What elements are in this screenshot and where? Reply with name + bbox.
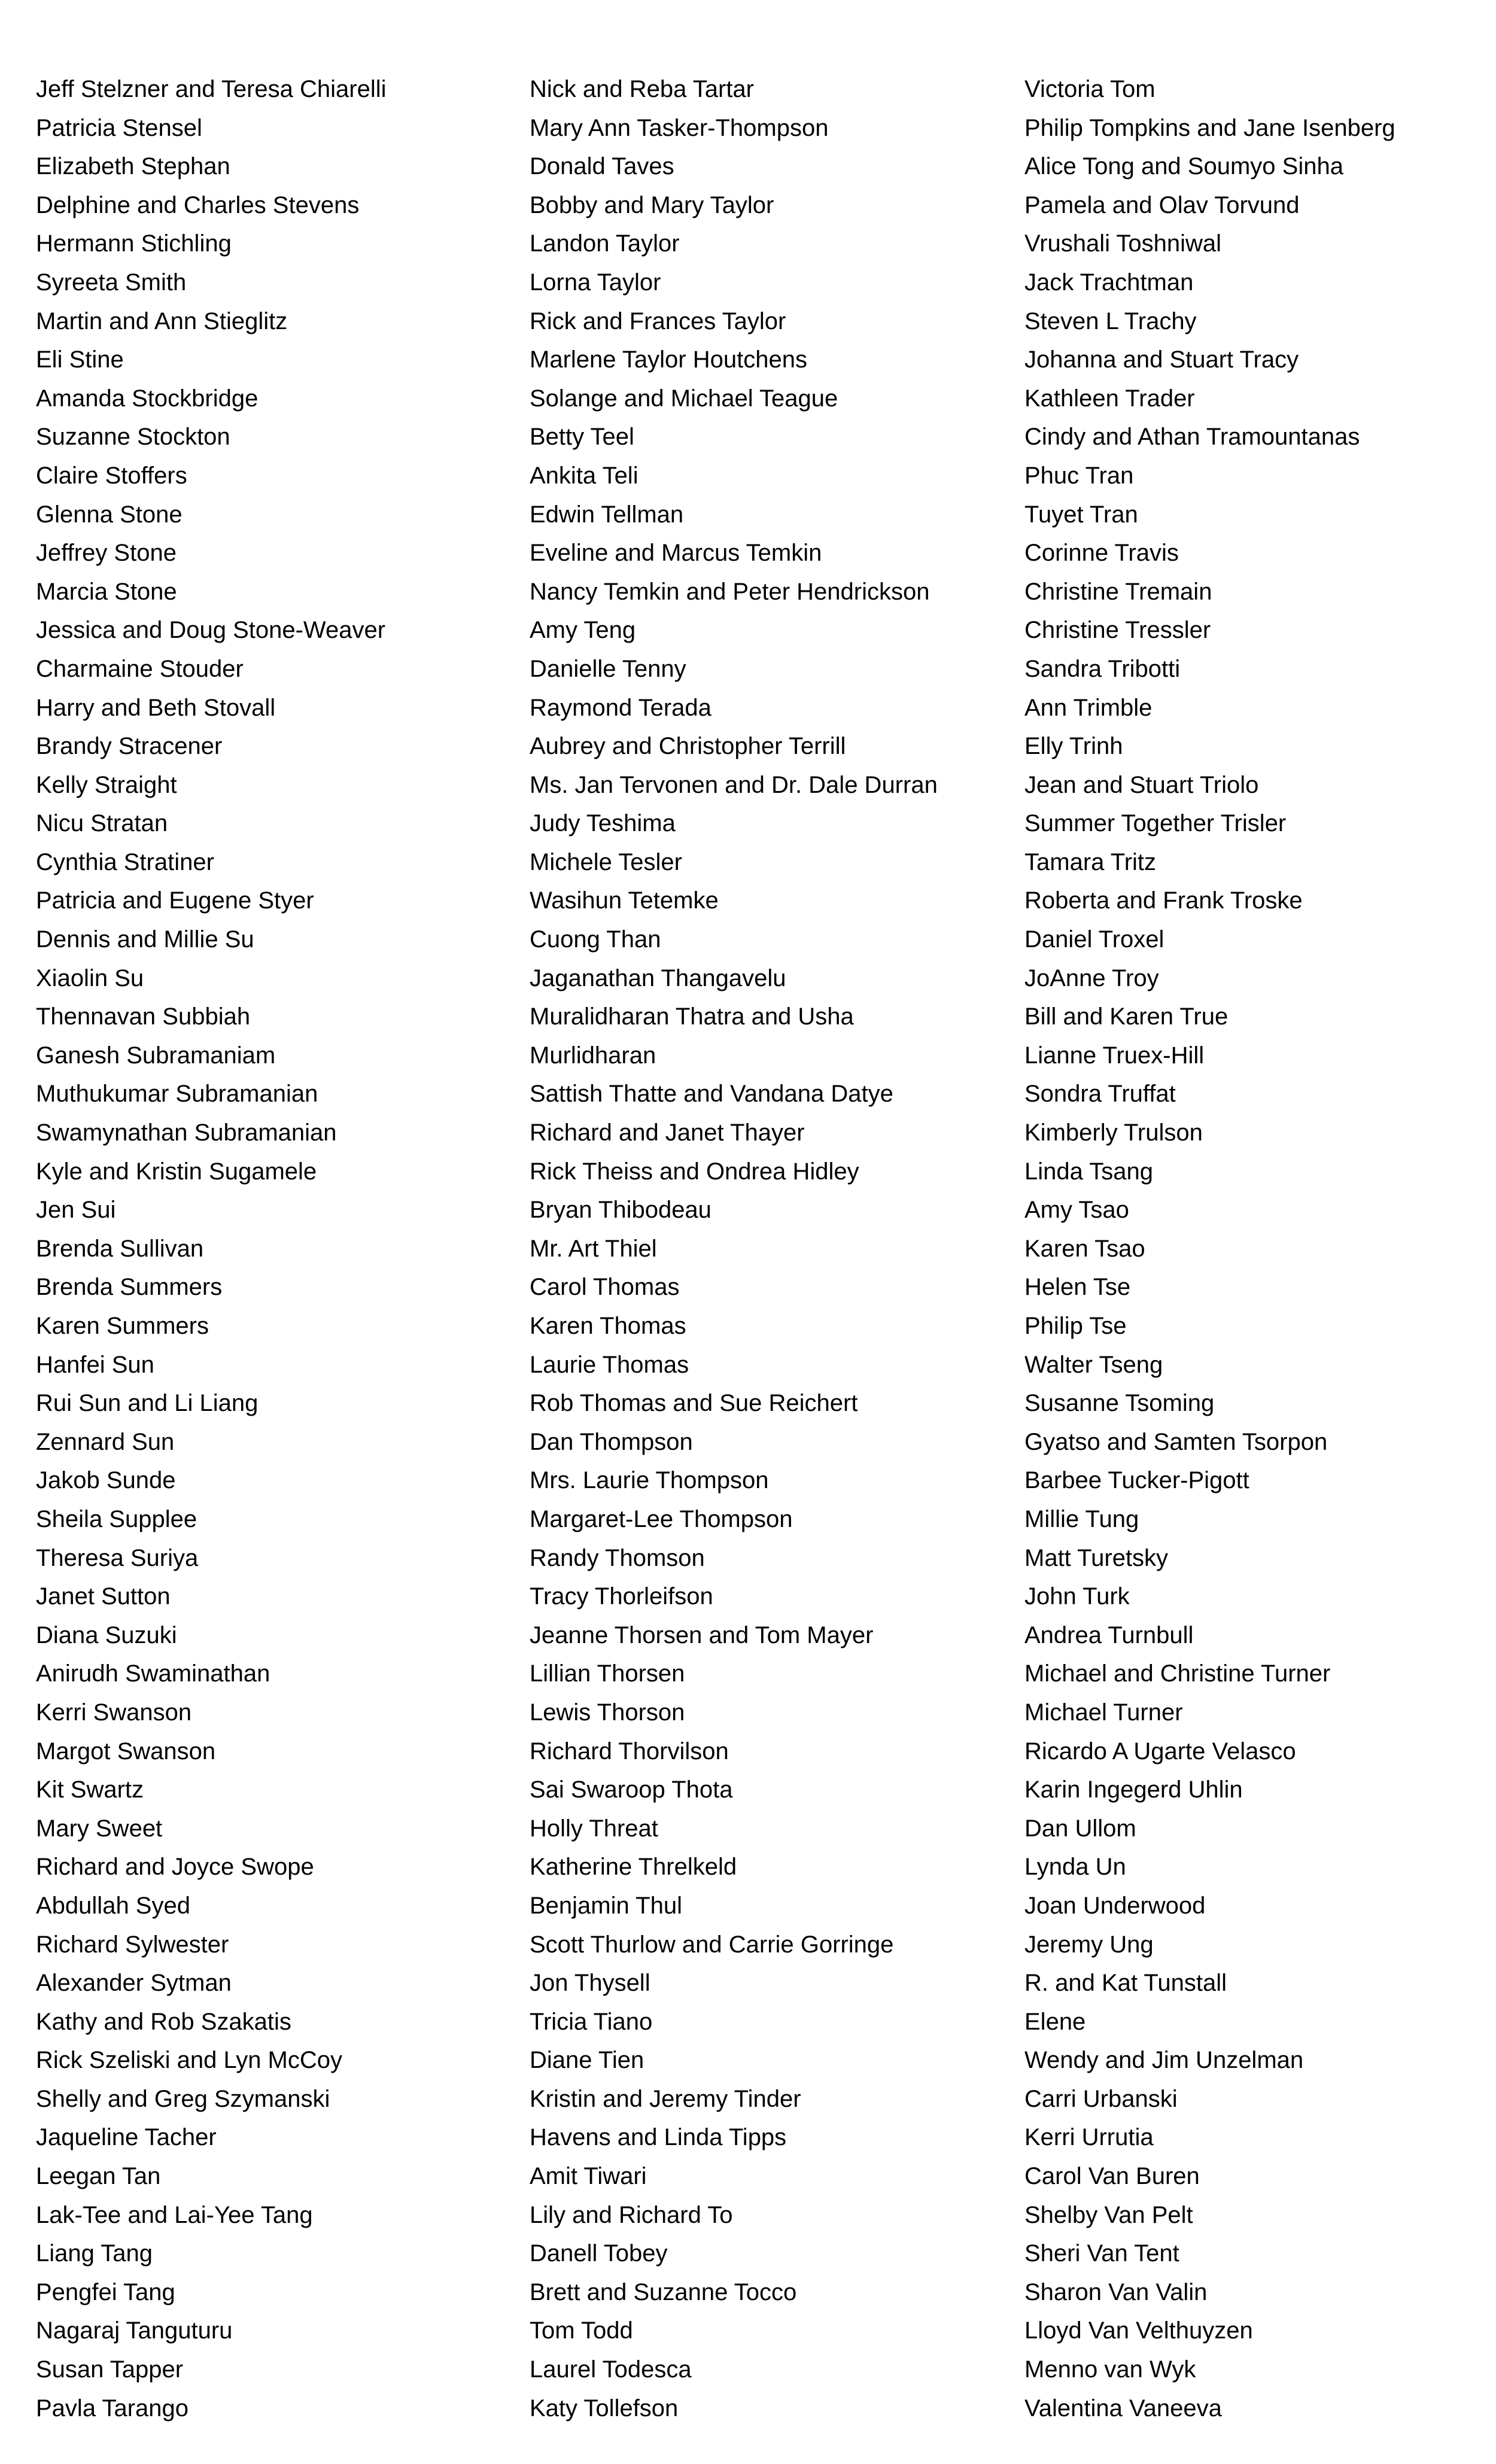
donor-name: Vrushali Toshniwal (1024, 230, 1222, 257)
donor-name: Kathleen Trader (1024, 385, 1195, 412)
donor-name: Karen Thomas (530, 1313, 686, 1339)
donor-name: Richard and Joyce Swope (36, 1854, 314, 1881)
donor-name: Judy Teshima (530, 810, 676, 837)
donor-name: Jean and Stuart Triolo (1024, 771, 1259, 798)
donor-name: R. and Kat Tunstall (1024, 1970, 1227, 1997)
donor-name: Abdullah Syed (36, 1892, 190, 1919)
donor-name: Helen Tse (1024, 1274, 1131, 1301)
donor-name: Richard Sylwester (36, 1931, 229, 1958)
donor-name: Donald Taves (530, 153, 674, 180)
donor-name: Nagaraj Tanguturu (36, 2317, 233, 2344)
donor-name: Dan Thompson (530, 1428, 693, 1455)
donor-name: Karen Tsao (1024, 1235, 1145, 1262)
donor-name: Dan Ullom (1024, 1815, 1136, 1842)
donor-name: Sattish Thatte and Vandana Datye (530, 1081, 893, 1108)
donor-name: Margaret-Lee Thompson (530, 1505, 793, 1532)
donor-name: Charmaine Stouder (36, 655, 244, 682)
donor-name: Randy Thomson (530, 1544, 705, 1571)
donor-name: Matt Turetsky (1024, 1544, 1169, 1571)
name-column-2 (530, 70, 1008, 2428)
donor-name: Swamynathan Subramanian (36, 1120, 337, 1146)
donor-name: Liang Tang (36, 2240, 153, 2267)
donor-name: Nicu Stratan (36, 810, 168, 837)
donor-name: Katy Tollefson (530, 2395, 679, 2422)
donor-name: Danielle Tenny (530, 655, 686, 682)
donor-name: Wasihun Tetemke (530, 887, 719, 914)
donor-name: Amit Tiwari (530, 2163, 647, 2190)
donor-name: Ganesh Subramaniam (36, 1042, 276, 1069)
donor-name: Andrea Turnbull (1024, 1622, 1194, 1648)
donor-name: Thennavan Subbiah (36, 1003, 251, 1030)
donor-name: Pavla Tarango (36, 2395, 188, 2422)
donor-name: Lillian Thorsen (530, 1660, 685, 1687)
donor-name: Ms. Jan Tervonen and Dr. Dale Durran (530, 771, 938, 798)
donor-name: Solange and Michael Teague (530, 385, 838, 412)
donor-name: Janet Sutton (36, 1583, 171, 1610)
donor-name: Scott Thurlow and Carrie Gorringe (530, 1931, 894, 1958)
donor-name: Pamela and Olav Torvund (1024, 191, 1300, 218)
donor-name: Amy Tsao (1024, 1197, 1129, 1224)
donor-name: Wendy and Jim Unzelman (1024, 2047, 1304, 2074)
donor-name: Diane Tien (530, 2047, 644, 2074)
donor-name: Michele Tesler (530, 848, 682, 875)
donor-name: Glenna Stone (36, 501, 183, 528)
donor-name: Katherine Threlkeld (530, 1854, 737, 1881)
donor-name: Jen Sui (36, 1197, 116, 1224)
donor-name: Jaganathan Thangavelu (530, 965, 786, 991)
donor-name: Marlene Taylor Houtchens (530, 346, 807, 373)
donor-name: Ankita Teli (530, 462, 638, 489)
donor-name: Brenda Sullivan (36, 1235, 204, 1262)
donor-name: Tracy Thorleifson (530, 1583, 713, 1610)
donor-name: Cindy and Athan Tramountanas (1024, 424, 1360, 451)
donor-name: JoAnne Troy (1024, 965, 1159, 991)
donor-name: Elene (1024, 2008, 1086, 2035)
donor-name: Patricia and Eugene Styer (36, 887, 314, 914)
donor-name: Susanne Tsoming (1024, 1390, 1215, 1417)
donor-name: Anirudh Swaminathan (36, 1660, 270, 1687)
donor-name: Theresa Suriya (36, 1544, 199, 1571)
donor-name: Michael Turner (1024, 1699, 1183, 1726)
donor-name: Edwin Tellman (530, 501, 684, 528)
donor-name: Raymond Terada (530, 694, 711, 721)
donor-name: Richard Thorvilson (530, 1738, 729, 1765)
donor-name: Rick and Frances Taylor (530, 308, 786, 334)
donor-name: Jeremy Ung (1024, 1931, 1154, 1958)
donor-name: Rob Thomas and Sue Reichert (530, 1390, 858, 1417)
donor-name: Linda Tsang (1024, 1158, 1153, 1185)
donor-name: Kelly Straight (36, 771, 177, 798)
donor-name: Bobby and Mary Taylor (530, 191, 774, 218)
donor-name: Murlidharan (530, 1042, 656, 1069)
donor-name: John Turk (1024, 1583, 1130, 1610)
donor-name: Cuong Than (530, 926, 661, 953)
donor-name: Kit Swartz (36, 1776, 144, 1803)
donor-name: Mr. Art Thiel (530, 1235, 657, 1262)
donor-name: Susan Tapper (36, 2356, 184, 2383)
donor-name: Kristin and Jeremy Tinder (530, 2085, 801, 2112)
donor-name: Nick and Reba Tartar (530, 76, 754, 102)
donor-name: Jeff Stelzner and Teresa Chiarelli (36, 76, 387, 102)
donor-name: Bill and Karen True (1024, 1003, 1229, 1030)
donor-name: Lily and Richard To (530, 2201, 733, 2228)
donor-name: Suzanne Stockton (36, 424, 230, 451)
donor-name: Hanfei Sun (36, 1351, 154, 1378)
donor-name: Claire Stoffers (36, 462, 187, 489)
donor-name: Holly Threat (530, 1815, 658, 1842)
donor-name: Sai Swaroop Thota (530, 1776, 733, 1803)
donor-name: Lianne Truex-Hill (1024, 1042, 1205, 1069)
donor-name: Richard and Janet Thayer (530, 1120, 805, 1146)
donor-name: Alice Tong and Soumyo Sinha (1024, 153, 1343, 180)
donor-name: Benjamin Thul (530, 1892, 682, 1919)
donor-name: Margot Swanson (36, 1738, 216, 1765)
donor-name: Karen Summers (36, 1313, 209, 1339)
donor-name: Tom Todd (530, 2317, 633, 2344)
donor-name: Menno van Wyk (1024, 2356, 1196, 2383)
donor-name: Karin Ingegerd Uhlin (1024, 1776, 1243, 1803)
donor-name: Havens and Linda Tipps (530, 2124, 787, 2151)
donor-name: Tamara Tritz (1024, 848, 1157, 875)
donor-name: Betty Teel (530, 424, 634, 451)
donor-name: Lloyd Van Velthuyzen (1024, 2317, 1253, 2344)
donor-name: Roberta and Frank Troske (1024, 887, 1303, 914)
donor-name: Mary Ann Tasker-Thompson (530, 114, 829, 141)
donor-name: Amanda Stockbridge (36, 385, 259, 412)
donor-name: Christine Tremain (1024, 578, 1212, 605)
donor-name: Mrs. Laurie Thompson (530, 1467, 769, 1494)
donor-name: Christine Tressler (1024, 617, 1211, 644)
donor-name: Kyle and Kristin Sugamele (36, 1158, 317, 1185)
donor-name: Eli Stine (36, 346, 124, 373)
donor-name: Jaqueline Tacher (36, 2124, 217, 2151)
donor-name: Summer Together Trisler (1024, 810, 1287, 837)
donor-name: Rui Sun and Li Liang (36, 1390, 259, 1417)
donor-name: Phuc Tran (1024, 462, 1134, 489)
donor-name: Dennis and Millie Su (36, 926, 254, 953)
donor-name: Jessica and Doug Stone-Weaver (36, 617, 386, 644)
donor-name: Elizabeth Stephan (36, 153, 230, 180)
donor-name: Kerri Urrutia (1024, 2124, 1154, 2151)
donor-name: Ricardo A Ugarte Velasco (1024, 1738, 1296, 1765)
donor-name: Shelby Van Pelt (1024, 2201, 1193, 2228)
donor-name: Corinne Travis (1024, 540, 1179, 567)
donor-name: Zennard Sun (36, 1428, 175, 1455)
donor-name: Philip Tse (1024, 1313, 1127, 1339)
donor-name: Carri Urbanski (1024, 2085, 1178, 2112)
donor-name: Nancy Temkin and Peter Hendrickson (530, 578, 930, 605)
name-column-1 (36, 70, 515, 2428)
donor-name: Marcia Stone (36, 578, 177, 605)
donor-name: Laurie Thomas (530, 1351, 689, 1378)
donor-name: Walter Tseng (1024, 1351, 1163, 1378)
donor-name: Hermann Stichling (36, 230, 232, 257)
donor-name: Kathy and Rob Szakatis (36, 2008, 291, 2035)
donor-name: Leegan Tan (36, 2163, 161, 2190)
donor-name: Rick Theiss and Ondrea Hidley (530, 1158, 859, 1185)
donor-name: Jon Thysell (530, 1970, 650, 1997)
donor-name: Xiaolin Su (36, 965, 144, 991)
donor-name: Jeanne Thorsen and Tom Mayer (530, 1622, 874, 1648)
donor-name: Valentina Vaneeva (1024, 2395, 1222, 2422)
donor-name: Harry and Beth Stovall (36, 694, 276, 721)
donor-name: Ann Trimble (1024, 694, 1153, 721)
donor-name: Muthukumar Subramanian (36, 1081, 318, 1108)
donor-name: Sandra Tribotti (1024, 655, 1181, 682)
donor-name: Delphine and Charles Stevens (36, 191, 360, 218)
donor-name: Amy Teng (530, 617, 636, 644)
donor-name: Millie Tung (1024, 1505, 1139, 1532)
donor-name: Lak-Tee and Lai-Yee Tang (36, 2201, 313, 2228)
donor-name: Kimberly Trulson (1024, 1120, 1203, 1146)
donor-name: Victoria Tom (1024, 76, 1156, 102)
donor-name: Barbee Tucker-Pigott (1024, 1467, 1249, 1494)
name-column-3 (1024, 70, 1479, 2428)
donor-name: Jeffrey Stone (36, 540, 177, 567)
donor-name: Lewis Thorson (530, 1699, 685, 1726)
donor-name: Joan Underwood (1024, 1892, 1206, 1919)
donor-name: Jakob Sunde (36, 1467, 176, 1494)
donor-name: Elly Trinh (1024, 733, 1123, 760)
donor-name: Jack Trachtman (1024, 269, 1194, 296)
donor-name: Tricia Tiano (530, 2008, 653, 2035)
donor-name: Syreeta Smith (36, 269, 187, 296)
donor-name: Sheila Supplee (36, 1505, 197, 1532)
donor-name: Mary Sweet (36, 1815, 163, 1842)
donor-name: Eveline and Marcus Temkin (530, 540, 822, 567)
donor-name: Cynthia Stratiner (36, 848, 214, 875)
donor-name: Sheri Van Tent (1024, 2240, 1179, 2267)
donor-name: Brenda Summers (36, 1274, 223, 1301)
donor-name: Michael and Christine Turner (1024, 1660, 1331, 1687)
donor-name: Alexander Sytman (36, 1970, 232, 1997)
donor-name: Tuyet Tran (1024, 501, 1138, 528)
donor-name: Johanna and Stuart Tracy (1024, 346, 1299, 373)
donor-name: Lorna Taylor (530, 269, 661, 296)
donor-name: Sharon Van Valin (1024, 2279, 1208, 2305)
donor-name: Danell Tobey (530, 2240, 668, 2267)
donor-name: Aubrey and Christopher Terrill (530, 733, 846, 760)
donor-name: Patricia Stensel (36, 114, 202, 141)
donor-name: Steven L Trachy (1024, 308, 1197, 334)
donor-name: Carol Van Buren (1024, 2163, 1200, 2190)
donor-name: Brett and Suzanne Tocco (530, 2279, 797, 2305)
donor-name: Lynda Un (1024, 1854, 1126, 1881)
donor-name: Bryan Thibodeau (530, 1197, 711, 1224)
donor-name: Muralidharan Thatra and Usha (530, 1003, 854, 1030)
donor-name: Diana Suzuki (36, 1622, 177, 1648)
donor-name: Brandy Stracener (36, 733, 223, 760)
donor-name: Pengfei Tang (36, 2279, 175, 2305)
donor-name: Daniel Troxel (1024, 926, 1164, 953)
donor-name: Rick Szeliski and Lyn McCoy (36, 2047, 343, 2074)
donor-name: Landon Taylor (530, 230, 680, 257)
donor-name: Kerri Swanson (36, 1699, 192, 1726)
donor-name: Laurel Todesca (530, 2356, 692, 2383)
donor-name: Philip Tompkins and Jane Isenberg (1024, 114, 1395, 141)
donor-name: Gyatso and Samten Tsorpon (1024, 1428, 1328, 1455)
donor-name: Shelly and Greg Szymanski (36, 2085, 330, 2112)
donor-name: Martin and Ann Stieglitz (36, 308, 288, 334)
donor-name: Carol Thomas (530, 1274, 680, 1301)
donor-name: Sondra Truffat (1024, 1081, 1176, 1108)
